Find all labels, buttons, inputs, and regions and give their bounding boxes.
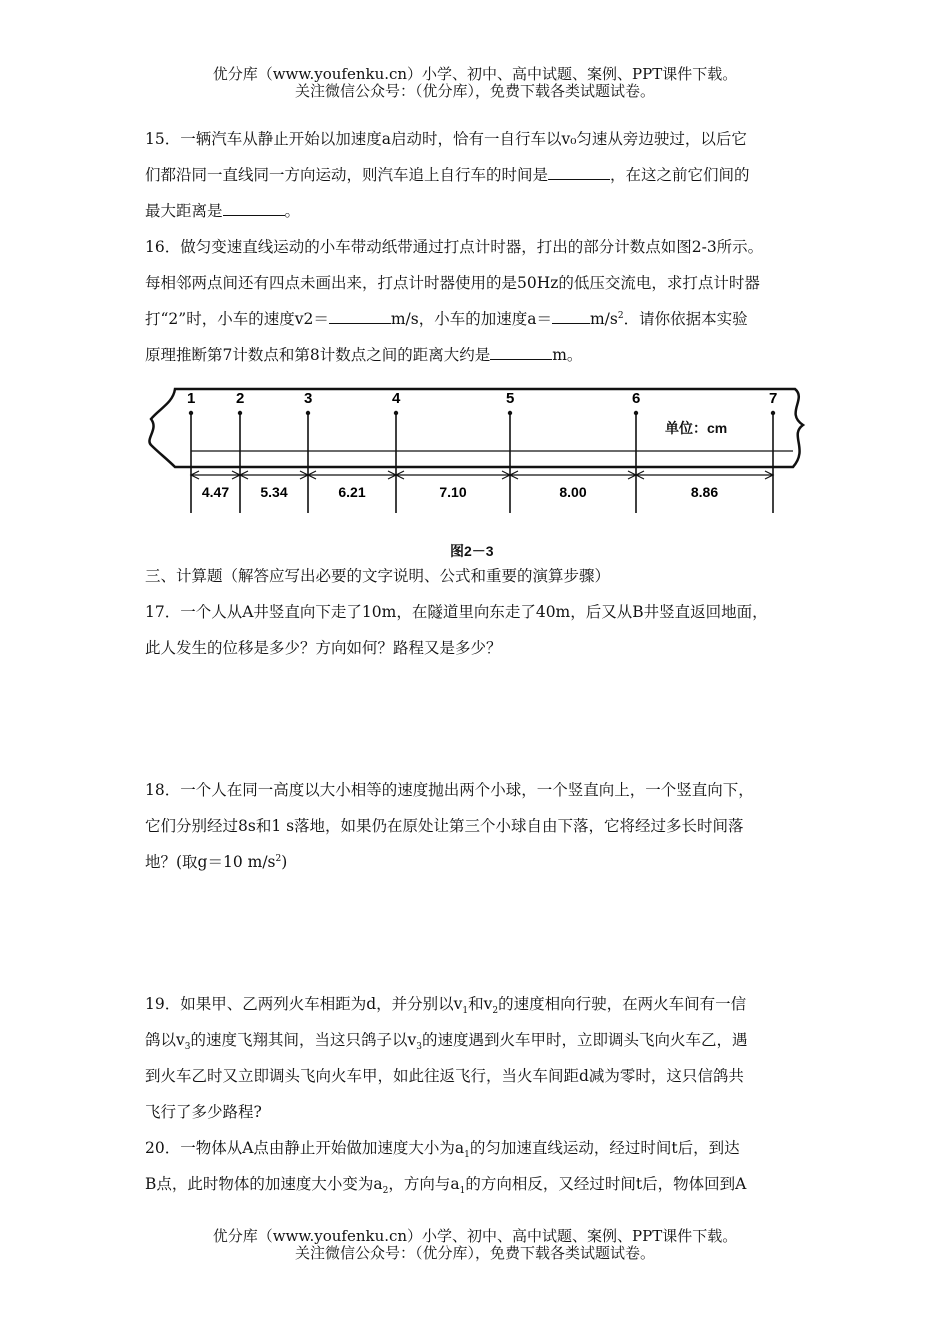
answer-space bbox=[145, 880, 810, 986]
header-line-1: 优分库（www.youfenku.cn）小学、初中、高中试题、案例、PPT课件下载。 bbox=[212, 65, 738, 83]
footer-line-1: 优分库（www.youfenku.cn）小学、初中、高中试题、案例、PPT课件下载。 bbox=[212, 1227, 738, 1245]
q18-line-2: 它们分别经过8s和1 s落地，如果仍在原处让第三个小球自由下落，它将经过多长时间落 bbox=[145, 817, 744, 835]
page-header bbox=[0, 66, 950, 100]
distance-label: 5.34 bbox=[260, 484, 288, 500]
question-18 bbox=[145, 772, 810, 880]
distance-label: 4.47 bbox=[201, 484, 230, 500]
question-16 bbox=[145, 229, 810, 373]
q19-line-1: 19．如果甲、乙两列火车相距为d，并分别以$v_1$和$v_2$的速度相向行驶，在两火车间有一信 bbox=[145, 995, 747, 1017]
answer-blank bbox=[548, 163, 610, 180]
q16-line-2: 每相邻两点间还有四点未画出来，打点计时器使用的是50Hz的低压交流电，求打点计时器 bbox=[145, 274, 760, 292]
question-17 bbox=[145, 594, 810, 666]
question-20 bbox=[145, 1130, 810, 1202]
q16-line-1: 16．做匀变速直线运动的小车带动纸带通过打点计时器，打出的部分计数点如图2-3所示。 bbox=[145, 238, 764, 256]
distance-label: 8.00 bbox=[559, 484, 587, 500]
q20-line-1: 20．一物体从A点由静止开始做加速度大小为$a_1$的匀加速直线运动，经过时间t后，到达 bbox=[145, 1139, 740, 1161]
question-15 bbox=[145, 121, 810, 229]
distance-label: 6.21 bbox=[338, 484, 366, 500]
q19-line-4: 飞行了多少路程? bbox=[145, 1103, 262, 1121]
point-label-3: 3 bbox=[304, 390, 313, 407]
distance-label: 8.86 bbox=[690, 484, 719, 500]
q19-line-3: 到火车乙时又立即调头飞向火车甲，如此往返飞行，当火车间距d减为零时，这只信鸽共 bbox=[145, 1067, 744, 1085]
point-label-7: 7 bbox=[769, 390, 778, 407]
answer-blank bbox=[552, 307, 590, 324]
point-label-6: 6 bbox=[632, 390, 641, 407]
answer-blank bbox=[223, 199, 285, 216]
q16-line-3: 打“2”时，小车的速度v2＝ m/s，小车的加速度$a= m/s^2$．请你依据本实验 bbox=[145, 301, 810, 337]
point-label-5: 5 bbox=[506, 390, 515, 407]
section-3-title: 三、计算题（解答应写出必要的文字说明、公式和重要的演算步骤） bbox=[145, 567, 611, 585]
answer-blank bbox=[329, 307, 391, 324]
figure-caption: 图2－3 bbox=[450, 543, 494, 559]
unit-label: 单位：cm bbox=[665, 420, 728, 436]
answer-blank bbox=[490, 343, 552, 360]
q18-line-3: 地？(取g＝10 $m/s^2$) bbox=[145, 853, 288, 871]
ticker-tape-figure bbox=[145, 373, 810, 558]
q15-line-2: 们都沿同一直线同一方向运动，则汽车追上自行车的时间是 ，在这之前它们间的 bbox=[145, 157, 810, 193]
q19-line-2: 鸽以$v_3$的速度飞翔其间，当这只鸽子以$v_3$的速度遇到火车甲时，立即调头飞向火车乙，遇 bbox=[145, 1031, 748, 1053]
header-line-2: 关注微信公众号：（优分库），免费下载各类试题试卷。 bbox=[294, 82, 655, 100]
point-label-1: 1 bbox=[187, 390, 196, 407]
q15-line-1: 15．一辆汽车从静止开始以加速度a启动时，恰有一自行车以v₀匀速从旁边驶过，以后它 bbox=[145, 130, 747, 148]
page-content bbox=[145, 121, 810, 1202]
page-footer bbox=[0, 1228, 950, 1262]
q16-line-4: 原理推断第7计数点和第8计数点之间的距离大约是 m。 bbox=[145, 337, 810, 373]
distance-label: 7.10 bbox=[439, 484, 467, 500]
answer-space bbox=[145, 666, 810, 772]
q20-line-2: B点，此时物体的加速度大小变为$a_2$，方向与$a_1$的方向相反，又经过时间t后，物体回到A bbox=[145, 1175, 747, 1197]
ticker-tape-diagram bbox=[145, 373, 810, 558]
q18-line-1: 18．一个人在同一高度以大小相等的速度抛出两个小球，一个竖直向上，一个竖直向下， bbox=[145, 781, 754, 799]
point-label-2: 2 bbox=[236, 390, 245, 407]
q17-line-1: 17．一个人从A井竖直向下走了10m，在隧道里向东走了40m，后又从B井竖直返回地面， bbox=[145, 603, 768, 621]
q15-line-3: 最大距离是 。 bbox=[145, 193, 810, 229]
point-label-4: 4 bbox=[392, 390, 401, 407]
question-19 bbox=[145, 986, 810, 1130]
q17-line-2: 此人发生的位移是多少？方向如何？路程又是多少？ bbox=[145, 639, 502, 657]
footer-line-2: 关注微信公众号：（优分库），免费下载各类试题试卷。 bbox=[294, 1244, 655, 1262]
